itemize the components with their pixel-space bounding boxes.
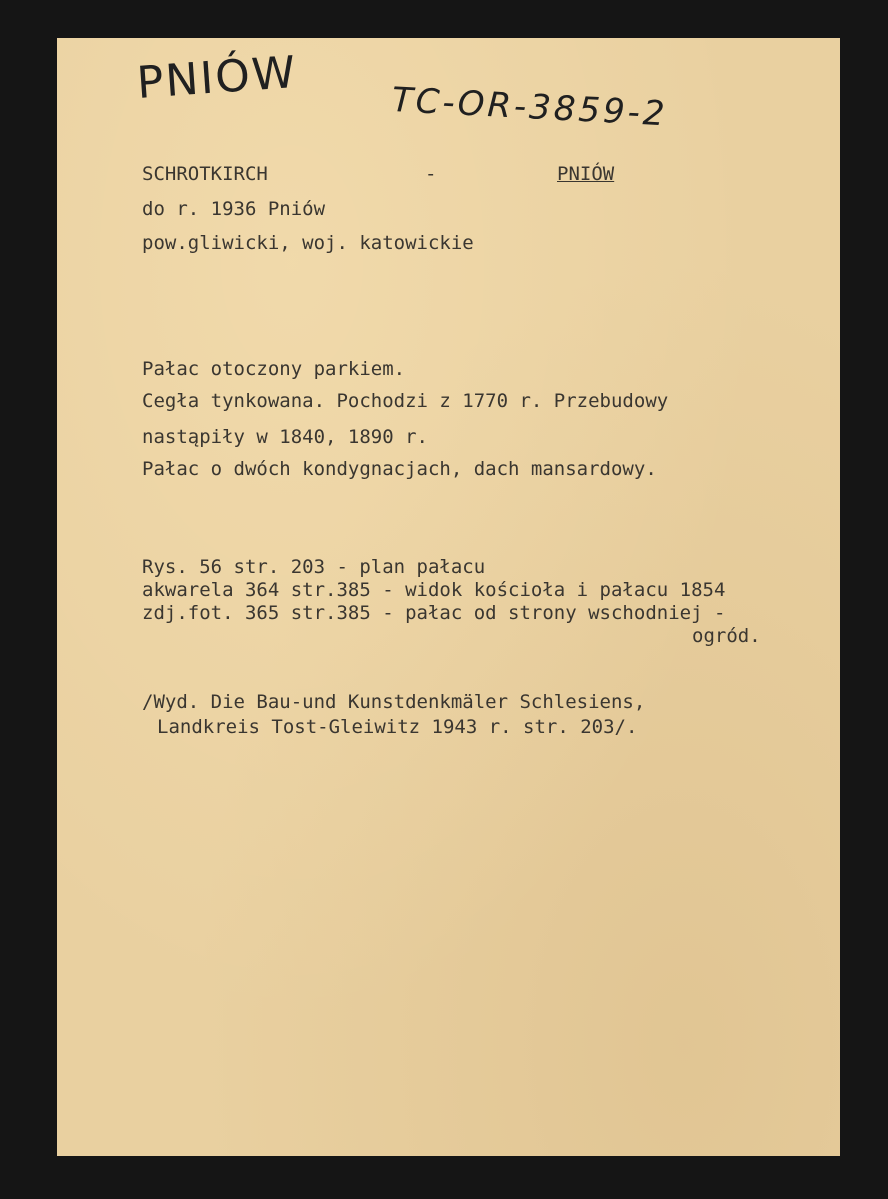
- reference-line-3: zdj.fot. 365 str.385 - pałac od strony wschodniej -: [142, 602, 726, 624]
- header-name-german: SCHROTKIRCH: [142, 163, 268, 185]
- handwritten-signature-code: TC-OR-3859-2: [390, 80, 669, 135]
- former-name-line: do r. 1936 Pniów: [142, 198, 326, 220]
- description-line-2: Cegła tynkowana. Pochodzi z 1770 r. Przebudowy: [142, 390, 669, 412]
- source-line-2: Landkreis Tost-Gleiwitz 1943 r. str. 203/.: [157, 716, 638, 738]
- reference-line-2: akwarela 364 str.385 - widok kościoła i pałacu 1854: [142, 579, 726, 601]
- handwritten-place-title: PNIÓW: [135, 46, 299, 109]
- description-line-1: Pałac otoczony parkiem.: [142, 358, 406, 380]
- source-line-1: /Wyd. Die Bau-und Kunstdenkmäler Schlesiens,: [142, 691, 646, 713]
- reference-line-4: ogród.: [692, 625, 761, 647]
- header-separator: -: [425, 163, 437, 185]
- description-line-4: Pałac o dwóch kondygnacjach, dach mansardowy.: [142, 458, 657, 480]
- catalog-card: [57, 38, 840, 1156]
- description-line-3: nastąpiły w 1840, 1890 r.: [142, 426, 428, 448]
- location-line: pow.gliwicki, woj. katowickie: [142, 232, 474, 254]
- header-name-polish: PNIÓW: [557, 163, 615, 185]
- reference-line-1: Rys. 56 str. 203 - plan pałacu: [142, 556, 486, 578]
